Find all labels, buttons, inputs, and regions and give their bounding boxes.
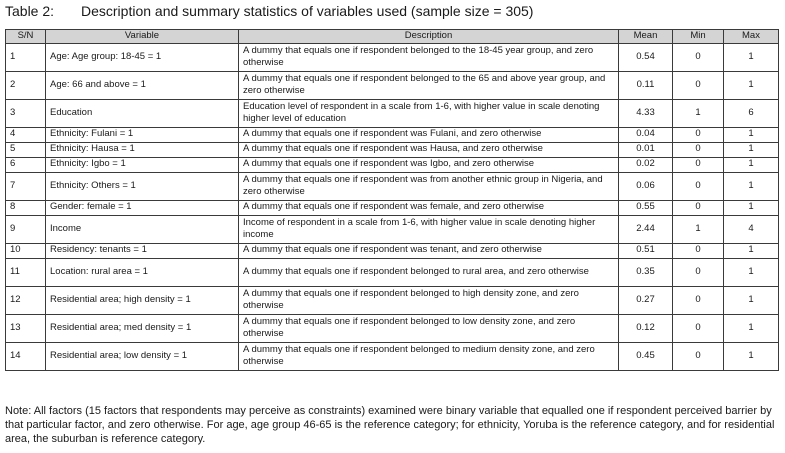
cell-variable: Residential area; high density = 1	[46, 286, 239, 314]
cell-mean: 0.27	[619, 286, 673, 314]
cell-description: A dummy that equals one if respondent belonged to the 65 and above year group, and zero otherwise	[239, 71, 619, 99]
table-row	[6, 43, 779, 71]
cell-description: Education level of respondent in a scale from 1-6, with higher value in scale denoting higher level of education	[239, 99, 619, 127]
cell-variable: Location: rural area = 1	[46, 258, 239, 286]
cell-description: A dummy that equals one if respondent was female, and zero otherwise	[239, 200, 619, 215]
cell-sn: 3	[6, 99, 46, 127]
table-row	[6, 200, 779, 215]
cell-mean: 0.35	[619, 258, 673, 286]
cell-description: A dummy that equals one if respondent belonged to high density zone, and zero otherwise	[239, 286, 619, 314]
cell-max: 1	[724, 342, 779, 370]
cell-mean: 0.45	[619, 342, 673, 370]
header-min: Min	[673, 30, 724, 44]
cell-max: 1	[724, 157, 779, 172]
cell-description: A dummy that equals one if respondent was tenant, and zero otherwise	[239, 243, 619, 258]
cell-sn: 10	[6, 243, 46, 258]
cell-max: 1	[724, 314, 779, 342]
table-row	[6, 215, 779, 243]
cell-mean: 0.51	[619, 243, 673, 258]
cell-max: 1	[724, 71, 779, 99]
table-row	[6, 342, 779, 370]
header-sn: S/N	[6, 30, 46, 44]
cell-min: 1	[673, 99, 724, 127]
cell-mean: 0.01	[619, 142, 673, 157]
cell-description: A dummy that equals one if respondent was from another ethnic group in Nigeria, and zero otherwise	[239, 172, 619, 200]
cell-description: A dummy that equals one if respondent was Hausa, and zero otherwise	[239, 142, 619, 157]
cell-variable: Ethnicity: Fulani = 1	[46, 127, 239, 142]
cell-sn: 4	[6, 127, 46, 142]
table-row	[6, 157, 779, 172]
cell-max: 1	[724, 127, 779, 142]
cell-max: 1	[724, 43, 779, 71]
cell-mean: 0.04	[619, 127, 673, 142]
cell-variable: Age: 66 and above = 1	[46, 71, 239, 99]
cell-sn: 6	[6, 157, 46, 172]
cell-min: 0	[673, 157, 724, 172]
cell-description: A dummy that equals one if respondent was Igbo, and zero otherwise	[239, 157, 619, 172]
cell-description: A dummy that equals one if respondent belonged to rural area, and zero otherwise	[239, 258, 619, 286]
cell-sn: 13	[6, 314, 46, 342]
statistics-table	[5, 29, 779, 371]
cell-variable: Residential area; low density = 1	[46, 342, 239, 370]
table-row	[6, 243, 779, 258]
cell-description: A dummy that equals one if respondent belonged to medium density zone, and zero otherwise	[239, 342, 619, 370]
cell-max: 1	[724, 200, 779, 215]
table-row	[6, 142, 779, 157]
cell-mean: 0.54	[619, 43, 673, 71]
cell-variable: Residential area; med density = 1	[46, 314, 239, 342]
cell-description: A dummy that equals one if respondent belonged to low density zone, and zero otherwise	[239, 314, 619, 342]
cell-sn: 12	[6, 286, 46, 314]
cell-max: 1	[724, 142, 779, 157]
cell-sn: 8	[6, 200, 46, 215]
cell-mean: 0.12	[619, 314, 673, 342]
table-row	[6, 172, 779, 200]
header-row	[6, 30, 779, 44]
cell-sn: 14	[6, 342, 46, 370]
header-max: Max	[724, 30, 779, 44]
cell-min: 0	[673, 172, 724, 200]
cell-max: 1	[724, 286, 779, 314]
cell-description: A dummy that equals one if respondent belonged to the 18-45 year group, and zero otherwise	[239, 43, 619, 71]
cell-variable: Ethnicity: Others = 1	[46, 172, 239, 200]
cell-mean: 0.06	[619, 172, 673, 200]
table-row	[6, 127, 779, 142]
table-row	[6, 71, 779, 99]
cell-min: 0	[673, 243, 724, 258]
cell-variable: Ethnicity: Igbo = 1	[46, 157, 239, 172]
cell-min: 0	[673, 314, 724, 342]
table-label: Table 2:	[5, 3, 55, 19]
cell-max: 6	[724, 99, 779, 127]
table-caption: Description and summary statistics of variables used (sample size = 305)	[81, 3, 534, 19]
cell-min: 0	[673, 43, 724, 71]
cell-variable: Gender: female = 1	[46, 200, 239, 215]
table-row	[6, 99, 779, 127]
cell-min: 0	[673, 142, 724, 157]
table-note: Note: All factors (15 factors that respondents may perceive as constraints) examined were binary variable that equalled one if respondent perceived barrier by that particular factor, and zero otherwise. For age, age group 46-65 is the reference category; for ethnicity, Yoruba is the reference category, and for residential area, the suburban is reference category.	[5, 405, 775, 445]
cell-max: 4	[724, 215, 779, 243]
cell-min: 0	[673, 127, 724, 142]
table-title	[5, 3, 533, 19]
cell-mean: 4.33	[619, 99, 673, 127]
cell-min: 0	[673, 200, 724, 215]
cell-sn: 11	[6, 258, 46, 286]
cell-min: 0	[673, 342, 724, 370]
table-row	[6, 286, 779, 314]
cell-max: 1	[724, 243, 779, 258]
cell-min: 0	[673, 258, 724, 286]
cell-mean: 0.02	[619, 157, 673, 172]
cell-mean: 0.11	[619, 71, 673, 99]
cell-variable: Age: Age group: 18-45 = 1	[46, 43, 239, 71]
cell-description: A dummy that equals one if respondent was Fulani, and zero otherwise	[239, 127, 619, 142]
cell-min: 1	[673, 215, 724, 243]
table-row	[6, 314, 779, 342]
cell-min: 0	[673, 286, 724, 314]
cell-sn: 9	[6, 215, 46, 243]
cell-variable: Residency: tenants = 1	[46, 243, 239, 258]
cell-description: Income of respondent in a scale from 1-6, with higher value in scale denoting higher income	[239, 215, 619, 243]
cell-variable: Income	[46, 215, 239, 243]
cell-sn: 2	[6, 71, 46, 99]
cell-max: 1	[724, 258, 779, 286]
cell-mean: 0.55	[619, 200, 673, 215]
header-description: Description	[239, 30, 619, 44]
cell-sn: 7	[6, 172, 46, 200]
cell-sn: 1	[6, 43, 46, 71]
cell-variable: Ethnicity: Hausa = 1	[46, 142, 239, 157]
cell-mean: 2.44	[619, 215, 673, 243]
cell-min: 0	[673, 71, 724, 99]
cell-max: 1	[724, 172, 779, 200]
cell-variable: Education	[46, 99, 239, 127]
header-variable: Variable	[46, 30, 239, 44]
cell-sn: 5	[6, 142, 46, 157]
header-mean: Mean	[619, 30, 673, 44]
table-row	[6, 258, 779, 286]
